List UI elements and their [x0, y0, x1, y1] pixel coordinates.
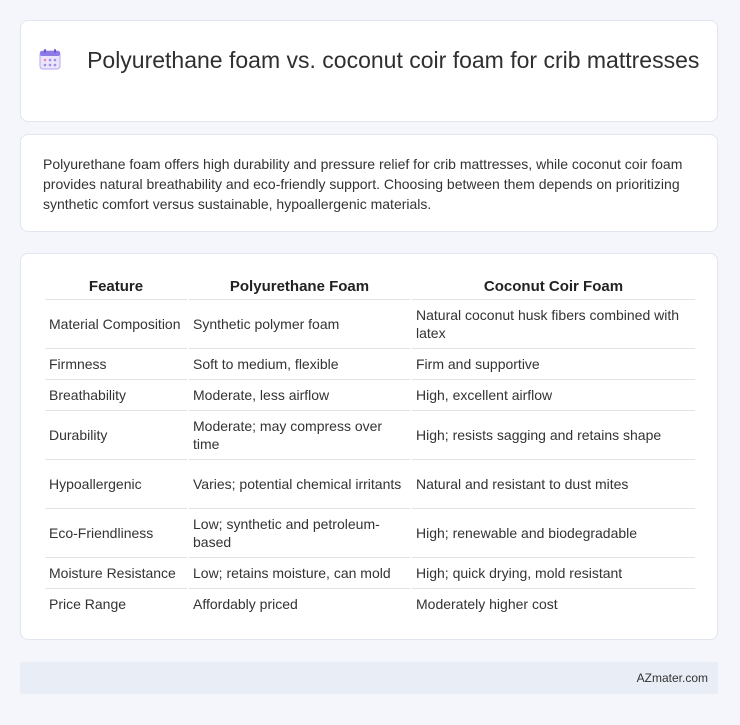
table-row	[45, 300, 695, 349]
header-feature: Feature	[45, 276, 187, 300]
table-cell: Low; synthetic and petroleum-based	[189, 509, 410, 558]
table-cell: Price Range	[49, 596, 127, 612]
table-row	[45, 589, 695, 619]
table-cell: Natural and resistant to dust mites	[412, 460, 695, 509]
table-cell: High; renewable and biodegradable	[412, 509, 695, 558]
table-row	[45, 380, 695, 411]
footer-site-link[interactable]: AZmater.com	[636, 671, 708, 685]
table-row	[45, 558, 695, 589]
header-polyurethane: Polyurethane Foam	[189, 276, 410, 300]
table-row	[45, 411, 695, 460]
table-cell: Low; retains moisture, can mold	[189, 558, 410, 589]
table-cell: Breathability	[45, 380, 187, 411]
table-row	[45, 460, 695, 509]
table-cell: High, excellent airflow	[412, 380, 695, 411]
table-cell: Hypoallergenic	[45, 460, 187, 509]
table-cell: Moderately higher cost	[416, 596, 558, 612]
table-cell: Firmness	[45, 349, 187, 380]
table-row	[45, 349, 695, 380]
table-cell: Firm and supportive	[412, 349, 695, 380]
table-cell: High; quick drying, mold resistant	[412, 558, 695, 589]
page-title: Polyurethane foam vs. coconut coir foam for crib mattresses	[87, 47, 700, 73]
table-row	[45, 509, 695, 558]
title-card	[20, 20, 718, 122]
summary-card	[20, 134, 718, 232]
table-cell: Moderate; may compress over time	[189, 411, 410, 460]
table-header-row	[45, 276, 695, 300]
table-cell: Natural coconut husk fibers combined with latex	[412, 300, 695, 349]
table-cell: Moderate, less airflow	[189, 380, 410, 411]
header-coconut-coir: Coconut Coir Foam	[412, 276, 695, 300]
table-cell: Durability	[45, 411, 187, 460]
calendar-icon	[39, 48, 61, 70]
summary-text: Polyurethane foam offers high durability and pressure relief for crib mattresses, while coconut coir foam provides natural breathability and eco-friendly support. Choosing between them depends on prioritizing synthetic comfort versus sustainable, hypoallergenic materials.	[43, 156, 683, 212]
comparison-table	[43, 276, 697, 619]
table-cell: Synthetic polymer foam	[189, 300, 410, 349]
table-cell: Affordably priced	[193, 596, 298, 612]
table-cell: Material Composition	[45, 300, 187, 349]
table-cell: High; resists sagging and retains shape	[412, 411, 695, 460]
footer-bar	[20, 662, 718, 694]
table-cell: Eco-Friendliness	[45, 509, 187, 558]
title-wrap	[21, 45, 717, 75]
table-cell: Varies; potential chemical irritants	[189, 460, 410, 509]
table-cell: Moisture Resistance	[45, 558, 187, 589]
table-card	[20, 253, 718, 640]
table-cell: Soft to medium, flexible	[189, 349, 410, 380]
